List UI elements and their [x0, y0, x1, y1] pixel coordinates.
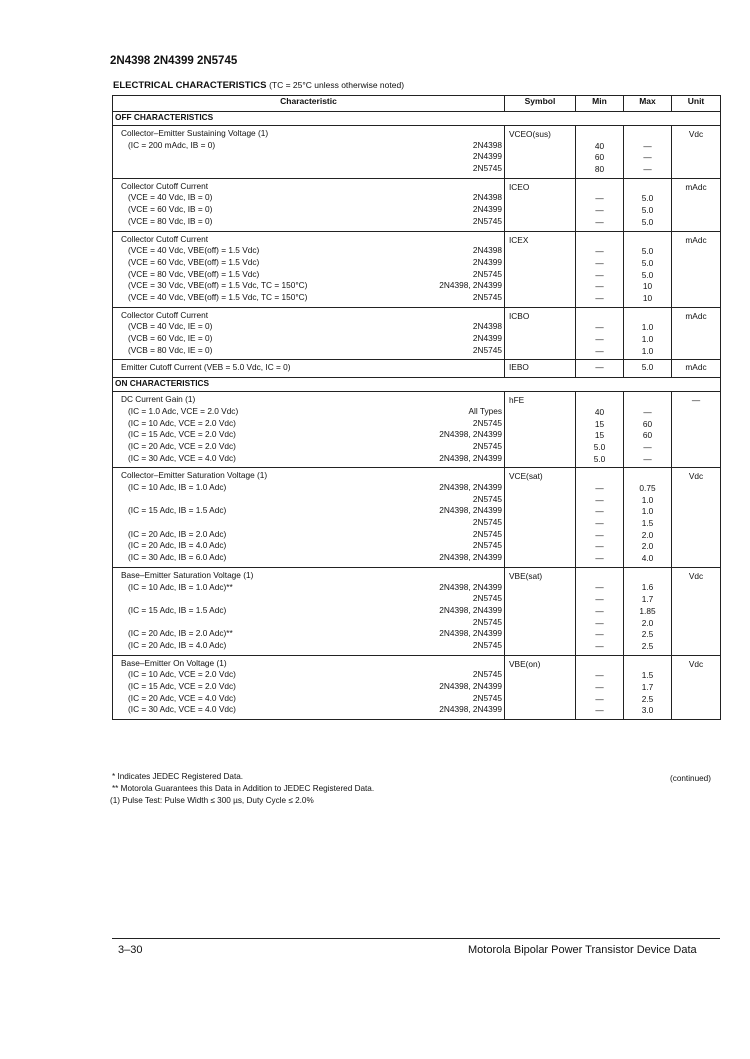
device-type: 2N4398, 2N4399: [439, 505, 502, 516]
min-cell: [576, 126, 624, 179]
condition-line: [121, 593, 504, 605]
characteristic-cell: [113, 178, 505, 231]
characteristic-cell: [113, 231, 505, 307]
max-value: 10: [642, 292, 653, 303]
min-value: 5.0: [593, 441, 606, 452]
device-type: 2N5745: [472, 344, 502, 355]
min-value: [576, 659, 623, 671]
unit-cell: Vdc: [672, 655, 721, 719]
min-value: —: [595, 269, 604, 280]
symbol-cell: ICEO: [505, 178, 576, 231]
condition-line: [121, 505, 504, 517]
condition-line: [121, 441, 504, 453]
min-value: —: [595, 281, 604, 292]
max-value: 1.0: [641, 334, 654, 345]
footnote-pulse-test: (1) Pulse Test: Pulse Width ≤ 300 µs, Duty Cycle ≤ 2.0%: [110, 796, 314, 805]
test-condition: (IC = 15 Adc, VCE = 2.0 Vdc): [128, 429, 236, 440]
max-value: 5.0: [641, 269, 654, 280]
max-cell: [624, 360, 672, 378]
test-condition: (VCE = 60 Vdc, IB = 0): [128, 204, 213, 215]
test-condition: (IC = 200 mAdc, IB = 0): [128, 139, 216, 150]
condition-line: [121, 292, 504, 304]
condition-line: [121, 628, 504, 640]
max-cell: [624, 231, 672, 307]
test-condition: (IC = 20 Adc, VCE = 2.0 Vdc): [128, 440, 236, 451]
condition-line: [121, 582, 504, 594]
table-row: [113, 392, 721, 468]
test-condition: (IC = 1.0 Adc, VCE = 2.0 Vdc): [128, 405, 239, 416]
characteristic-cell: [113, 567, 505, 655]
min-cell: [576, 567, 624, 655]
device-type: 2N4398, 2N4399: [439, 280, 502, 291]
min-value: —: [595, 605, 604, 616]
device-type: 2N4398, 2N4399: [439, 429, 502, 440]
min-value: —: [595, 670, 604, 681]
test-condition: [121, 517, 128, 529]
device-type: 2N4398: [472, 139, 502, 150]
device-type: 2N5745: [472, 517, 502, 528]
test-condition: (IC = 15 Adc, IB = 1.5 Adc): [128, 604, 227, 615]
table-row: [113, 655, 721, 719]
condition-line: [121, 605, 504, 617]
max-value: 2.5: [641, 640, 654, 651]
test-condition: (IC = 10 Adc, IB = 1.0 Adc): [128, 481, 227, 492]
max-value: 5.0: [641, 246, 654, 257]
max-value: —: [643, 406, 652, 417]
column-header-symbol: Symbol: [505, 96, 576, 112]
max-value: 2.0: [641, 541, 654, 552]
test-condition: (IC = 15 Adc, VCE = 2.0 Vdc): [128, 681, 236, 692]
max-value: —: [643, 164, 652, 175]
test-condition: (VCE = 40 Vdc, IB = 0): [128, 192, 213, 203]
min-value: —: [595, 482, 604, 493]
condition-line: [121, 482, 504, 494]
condition-line: [121, 245, 504, 257]
min-value: 40: [594, 140, 605, 151]
max-value: [624, 235, 671, 247]
max-value: 0.75: [639, 482, 656, 493]
continued-note: (continued): [670, 774, 711, 783]
table-row: [113, 231, 721, 307]
symbol-cell: VCEO(sus): [505, 126, 576, 179]
device-type: 2N4398, 2N4399: [439, 581, 502, 592]
max-value: 2.5: [641, 693, 654, 704]
test-condition: (IC = 20 Adc, VCE = 4.0 Vdc): [128, 692, 236, 703]
min-value: [576, 182, 623, 194]
max-value: [624, 571, 671, 583]
max-cell: [624, 567, 672, 655]
min-value: —: [595, 553, 604, 564]
max-value: 1.5: [641, 670, 654, 681]
condition-line: [121, 269, 504, 281]
characteristic-name: Collector Cutoff Current: [121, 309, 208, 320]
characteristic-name: Collector–Emitter Saturation Voltage (1): [121, 470, 268, 481]
condition-line: [121, 529, 504, 541]
characteristic-cell: [113, 126, 505, 179]
max-cell: [624, 307, 672, 360]
table-row: [113, 307, 721, 360]
column-header-characteristic: Characteristic: [113, 96, 505, 112]
max-value: 1.0: [641, 506, 654, 517]
min-value: —: [595, 640, 604, 651]
test-condition: (VCE = 80 Vdc, VBE(off) = 1.5 Vdc): [128, 268, 260, 279]
publication-title: Motorola Bipolar Power Transistor Device Data: [468, 944, 697, 956]
min-value: 60: [594, 152, 605, 163]
condition-line: [121, 418, 504, 430]
max-value: 1.0: [641, 322, 654, 333]
condition-line: [121, 406, 504, 418]
max-cell: [624, 126, 672, 179]
min-cell: [576, 231, 624, 307]
test-condition: [121, 494, 128, 506]
max-value: 10: [642, 281, 653, 292]
max-value: [624, 311, 671, 323]
max-value: [624, 471, 671, 483]
min-value: —: [595, 292, 604, 303]
test-condition: (IC = 30 Adc, IB = 6.0 Adc): [128, 552, 227, 563]
unit-cell: —: [672, 392, 721, 468]
test-condition: (VCE = 60 Vdc, VBE(off) = 1.5 Vdc): [128, 256, 260, 267]
unit-cell: mAdc: [672, 178, 721, 231]
condition-line: [121, 640, 504, 652]
device-type: 2N5745: [472, 616, 502, 627]
min-value: 40: [594, 406, 605, 417]
condition-line: [121, 617, 504, 629]
condition-line: [121, 517, 504, 529]
test-condition: (IC = 10 Adc, VCE = 2.0 Vdc): [128, 669, 236, 680]
min-value: —: [595, 494, 604, 505]
device-type: 2N5745: [472, 593, 502, 604]
condition-line: [121, 151, 504, 163]
device-type: 2N4398: [472, 245, 502, 256]
device-type: 2N4399: [472, 151, 502, 162]
footer-rule: [112, 938, 720, 939]
table-title-text: ELECTRICAL CHARACTERISTICS: [113, 80, 267, 91]
min-value: 80: [594, 164, 605, 175]
column-header-min: Min: [576, 96, 624, 112]
characteristic-cell: [113, 392, 505, 468]
condition-line: [121, 140, 504, 152]
device-type: 2N5745: [472, 493, 502, 504]
symbol-cell: VBE(sat): [505, 567, 576, 655]
condition-line: [121, 681, 504, 693]
condition-line: [121, 540, 504, 552]
condition-line: [121, 321, 504, 333]
device-type: 2N4398, 2N4399: [439, 552, 502, 563]
device-type: 2N5745: [472, 540, 502, 551]
table-title: [113, 80, 404, 91]
test-condition: (IC = 20 Adc, IB = 4.0 Adc): [128, 540, 227, 551]
device-type: All Types: [468, 405, 502, 416]
test-condition: (IC = 15 Adc, IB = 1.5 Adc): [128, 505, 227, 516]
column-header-unit: Unit: [672, 96, 721, 112]
max-value: 4.0: [641, 553, 654, 564]
table-row: [113, 468, 721, 568]
min-value: [576, 571, 623, 583]
device-type: 2N4398, 2N4399: [439, 452, 502, 463]
device-type: 2N4398, 2N4399: [439, 628, 502, 639]
table-row: [113, 126, 721, 179]
max-value: 3.0: [641, 705, 654, 716]
section-title: ON CHARACTERISTICS: [113, 378, 721, 392]
min-cell: [576, 655, 624, 719]
max-value: 1.7: [641, 594, 654, 605]
part-title: 2N4398 2N4399 2N5745: [110, 55, 238, 67]
page-number: 3–30: [118, 944, 143, 956]
max-value: 5.0: [641, 193, 654, 204]
test-condition: (VCE = 40 Vdc, VBE(off) = 1.5 Vdc): [128, 245, 260, 256]
min-value: —: [595, 693, 604, 704]
unit-cell: Vdc: [672, 126, 721, 179]
condition-line: [121, 163, 504, 175]
max-value: 60: [642, 418, 653, 429]
max-value: 2.5: [641, 629, 654, 640]
characteristic-name: DC Current Gain (1): [121, 394, 196, 405]
footnote-jedec: * Indicates JEDEC Registered Data.: [112, 772, 244, 781]
test-condition: (VCE = 40 Vdc, VBE(off) = 1.5 Vdc, TC = 150°C): [128, 291, 308, 302]
condition-line: [121, 204, 504, 216]
condition-line: [121, 280, 504, 292]
min-value: —: [595, 582, 604, 593]
device-type: 2N5745: [472, 291, 502, 302]
symbol-cell: hFE: [505, 392, 576, 468]
symbol-cell: VBE(on): [505, 655, 576, 719]
test-condition: (IC = 10 Adc, IB = 1.0 Adc)**: [128, 581, 233, 592]
max-value: 1.85: [639, 605, 656, 616]
min-value: [576, 311, 623, 323]
min-value: [576, 129, 623, 141]
min-value: —: [595, 705, 604, 716]
max-value: —: [643, 152, 652, 163]
device-type: 2N4398, 2N4399: [439, 604, 502, 615]
max-value: [624, 659, 671, 671]
min-value: —: [595, 518, 604, 529]
device-type: 2N5745: [472, 215, 502, 226]
section-title: OFF CHARACTERISTICS: [113, 112, 721, 126]
symbol-cell: IEBO: [505, 360, 576, 378]
electrical-characteristics-table: [112, 95, 721, 720]
device-type: 2N5745: [472, 440, 502, 451]
min-cell: [576, 468, 624, 568]
condition-line: [121, 669, 504, 681]
condition-line: [121, 453, 504, 465]
characteristic-name: Base–Emitter Saturation Voltage (1): [121, 569, 254, 580]
section-header-row: [113, 378, 721, 392]
min-value: 15: [594, 430, 605, 441]
device-type: 2N4398: [472, 192, 502, 203]
table-row: [113, 178, 721, 231]
unit-cell: mAdc: [672, 360, 721, 378]
max-cell: [624, 392, 672, 468]
device-type: 2N5745: [472, 669, 502, 680]
min-value: —: [595, 193, 604, 204]
min-value: [576, 395, 623, 407]
test-condition: (VCB = 40 Vdc, IE = 0): [128, 321, 213, 332]
max-cell: [624, 468, 672, 568]
test-condition: (VCE = 80 Vdc, IB = 0): [128, 215, 213, 226]
condition-line: [121, 333, 504, 345]
device-type: 2N4399: [472, 333, 502, 344]
min-value: —: [595, 246, 604, 257]
max-value: 5.0: [641, 205, 654, 216]
device-type: 2N4398, 2N4399: [439, 481, 502, 492]
section-header-row: [113, 112, 721, 126]
device-type: 2N5745: [472, 268, 502, 279]
max-value: 2.0: [641, 617, 654, 628]
test-condition: (IC = 20 Adc, IB = 2.0 Adc)**: [128, 628, 233, 639]
max-value: —: [643, 453, 652, 464]
table-row: [113, 567, 721, 655]
device-type: 2N4398, 2N4399: [439, 681, 502, 692]
min-value: —: [595, 682, 604, 692]
min-value: —: [595, 205, 604, 216]
unit-cell: mAdc: [672, 231, 721, 307]
condition-line: [121, 552, 504, 564]
max-value: 5.0: [641, 362, 654, 373]
condition-line: [121, 693, 504, 705]
min-value: —: [595, 334, 604, 345]
table-header-row: [113, 96, 721, 112]
device-type: 2N5745: [472, 417, 502, 428]
symbol-cell: VCE(sat): [505, 468, 576, 568]
max-cell: [624, 178, 672, 231]
min-value: —: [595, 506, 604, 517]
device-type: 2N4399: [472, 204, 502, 215]
condition-line: [121, 257, 504, 269]
characteristic-name: Base–Emitter On Voltage (1): [121, 657, 227, 668]
unit-cell: Vdc: [672, 468, 721, 568]
min-cell: [576, 360, 624, 378]
min-value: —: [595, 617, 604, 628]
condition-line: [121, 345, 504, 357]
condition-line: [121, 429, 504, 441]
characteristic-name: Collector Cutoff Current: [121, 180, 208, 191]
device-type: 2N5745: [472, 692, 502, 703]
condition-line: [121, 704, 504, 716]
test-condition: (IC = 20 Adc, IB = 2.0 Adc): [128, 528, 227, 539]
unit-cell: mAdc: [672, 307, 721, 360]
min-value: —: [595, 216, 604, 227]
min-value: [576, 471, 623, 483]
characteristic-cell: [113, 360, 505, 378]
test-condition: (IC = 20 Adc, IB = 4.0 Adc): [128, 639, 227, 650]
max-value: 5.0: [641, 257, 654, 268]
min-value: —: [595, 345, 604, 356]
device-type: 2N5745: [472, 639, 502, 650]
max-value: 2.0: [641, 529, 654, 540]
device-type: 2N5745: [472, 163, 502, 174]
condition-line: [121, 494, 504, 506]
column-header-max: Max: [624, 96, 672, 112]
min-cell: [576, 178, 624, 231]
table-row: [113, 360, 721, 378]
test-condition: (VCE = 30 Vdc, VBE(off) = 1.5 Vdc, TC = 150°C): [128, 280, 308, 291]
unit-cell: Vdc: [672, 567, 721, 655]
max-value: 1.5: [641, 518, 654, 529]
test-condition: (VCB = 60 Vdc, IE = 0): [128, 333, 213, 344]
max-value: 1.6: [641, 582, 654, 593]
characteristic-cell: [113, 307, 505, 360]
condition-line: [121, 216, 504, 228]
min-value: [576, 235, 623, 247]
characteristic-name: Emitter Cutoff Current (VEB = 5.0 Vdc, IC = 0): [121, 362, 291, 373]
test-condition: (VCB = 80 Vdc, IE = 0): [128, 344, 213, 355]
test-condition: [121, 593, 128, 605]
max-value: 1.0: [641, 494, 654, 505]
test-condition: (IC = 10 Adc, VCE = 2.0 Vdc): [128, 417, 236, 428]
test-condition: [121, 163, 128, 175]
min-value: 15: [594, 418, 605, 429]
max-value: —: [643, 441, 652, 452]
min-value: —: [595, 257, 604, 268]
min-value: —: [595, 362, 604, 373]
characteristic-cell: [113, 468, 505, 568]
min-value: 5.0: [593, 453, 606, 464]
device-type: 2N4398, 2N4399: [439, 704, 502, 715]
max-value: [624, 395, 671, 407]
footnote-motorola: ** Motorola Guarantees this Data in Addition to JEDEC Registered Data.: [112, 784, 375, 793]
device-type: 2N5745: [472, 528, 502, 539]
symbol-cell: ICBO: [505, 307, 576, 360]
max-value: [624, 129, 671, 141]
min-value: —: [595, 629, 604, 640]
test-condition: [121, 617, 128, 629]
table-condition: (TC = 25°C unless otherwise noted): [269, 80, 405, 90]
device-type: 2N4398: [472, 321, 502, 332]
max-value: [624, 182, 671, 194]
min-value: —: [595, 322, 604, 333]
test-condition: [121, 151, 128, 163]
symbol-cell: ICEX: [505, 231, 576, 307]
max-value: 1.0: [641, 345, 654, 356]
min-value: —: [595, 541, 604, 552]
max-value: 1.7: [641, 682, 654, 692]
characteristic-name: Collector–Emitter Sustaining Voltage (1): [121, 128, 269, 138]
characteristic-cell: [113, 655, 505, 719]
max-value: 5.0: [641, 216, 654, 227]
characteristic-name: Collector Cutoff Current: [121, 233, 208, 244]
max-value: —: [643, 140, 652, 151]
max-cell: [624, 655, 672, 719]
min-value: —: [595, 594, 604, 605]
condition-line: [121, 192, 504, 204]
min-cell: [576, 307, 624, 360]
min-value: —: [595, 529, 604, 540]
max-value: 60: [642, 430, 653, 441]
test-condition: (IC = 30 Adc, VCE = 4.0 Vdc): [128, 452, 236, 463]
test-condition: (IC = 30 Adc, VCE = 4.0 Vdc): [128, 704, 236, 715]
min-cell: [576, 392, 624, 468]
device-type: 2N4399: [472, 256, 502, 267]
